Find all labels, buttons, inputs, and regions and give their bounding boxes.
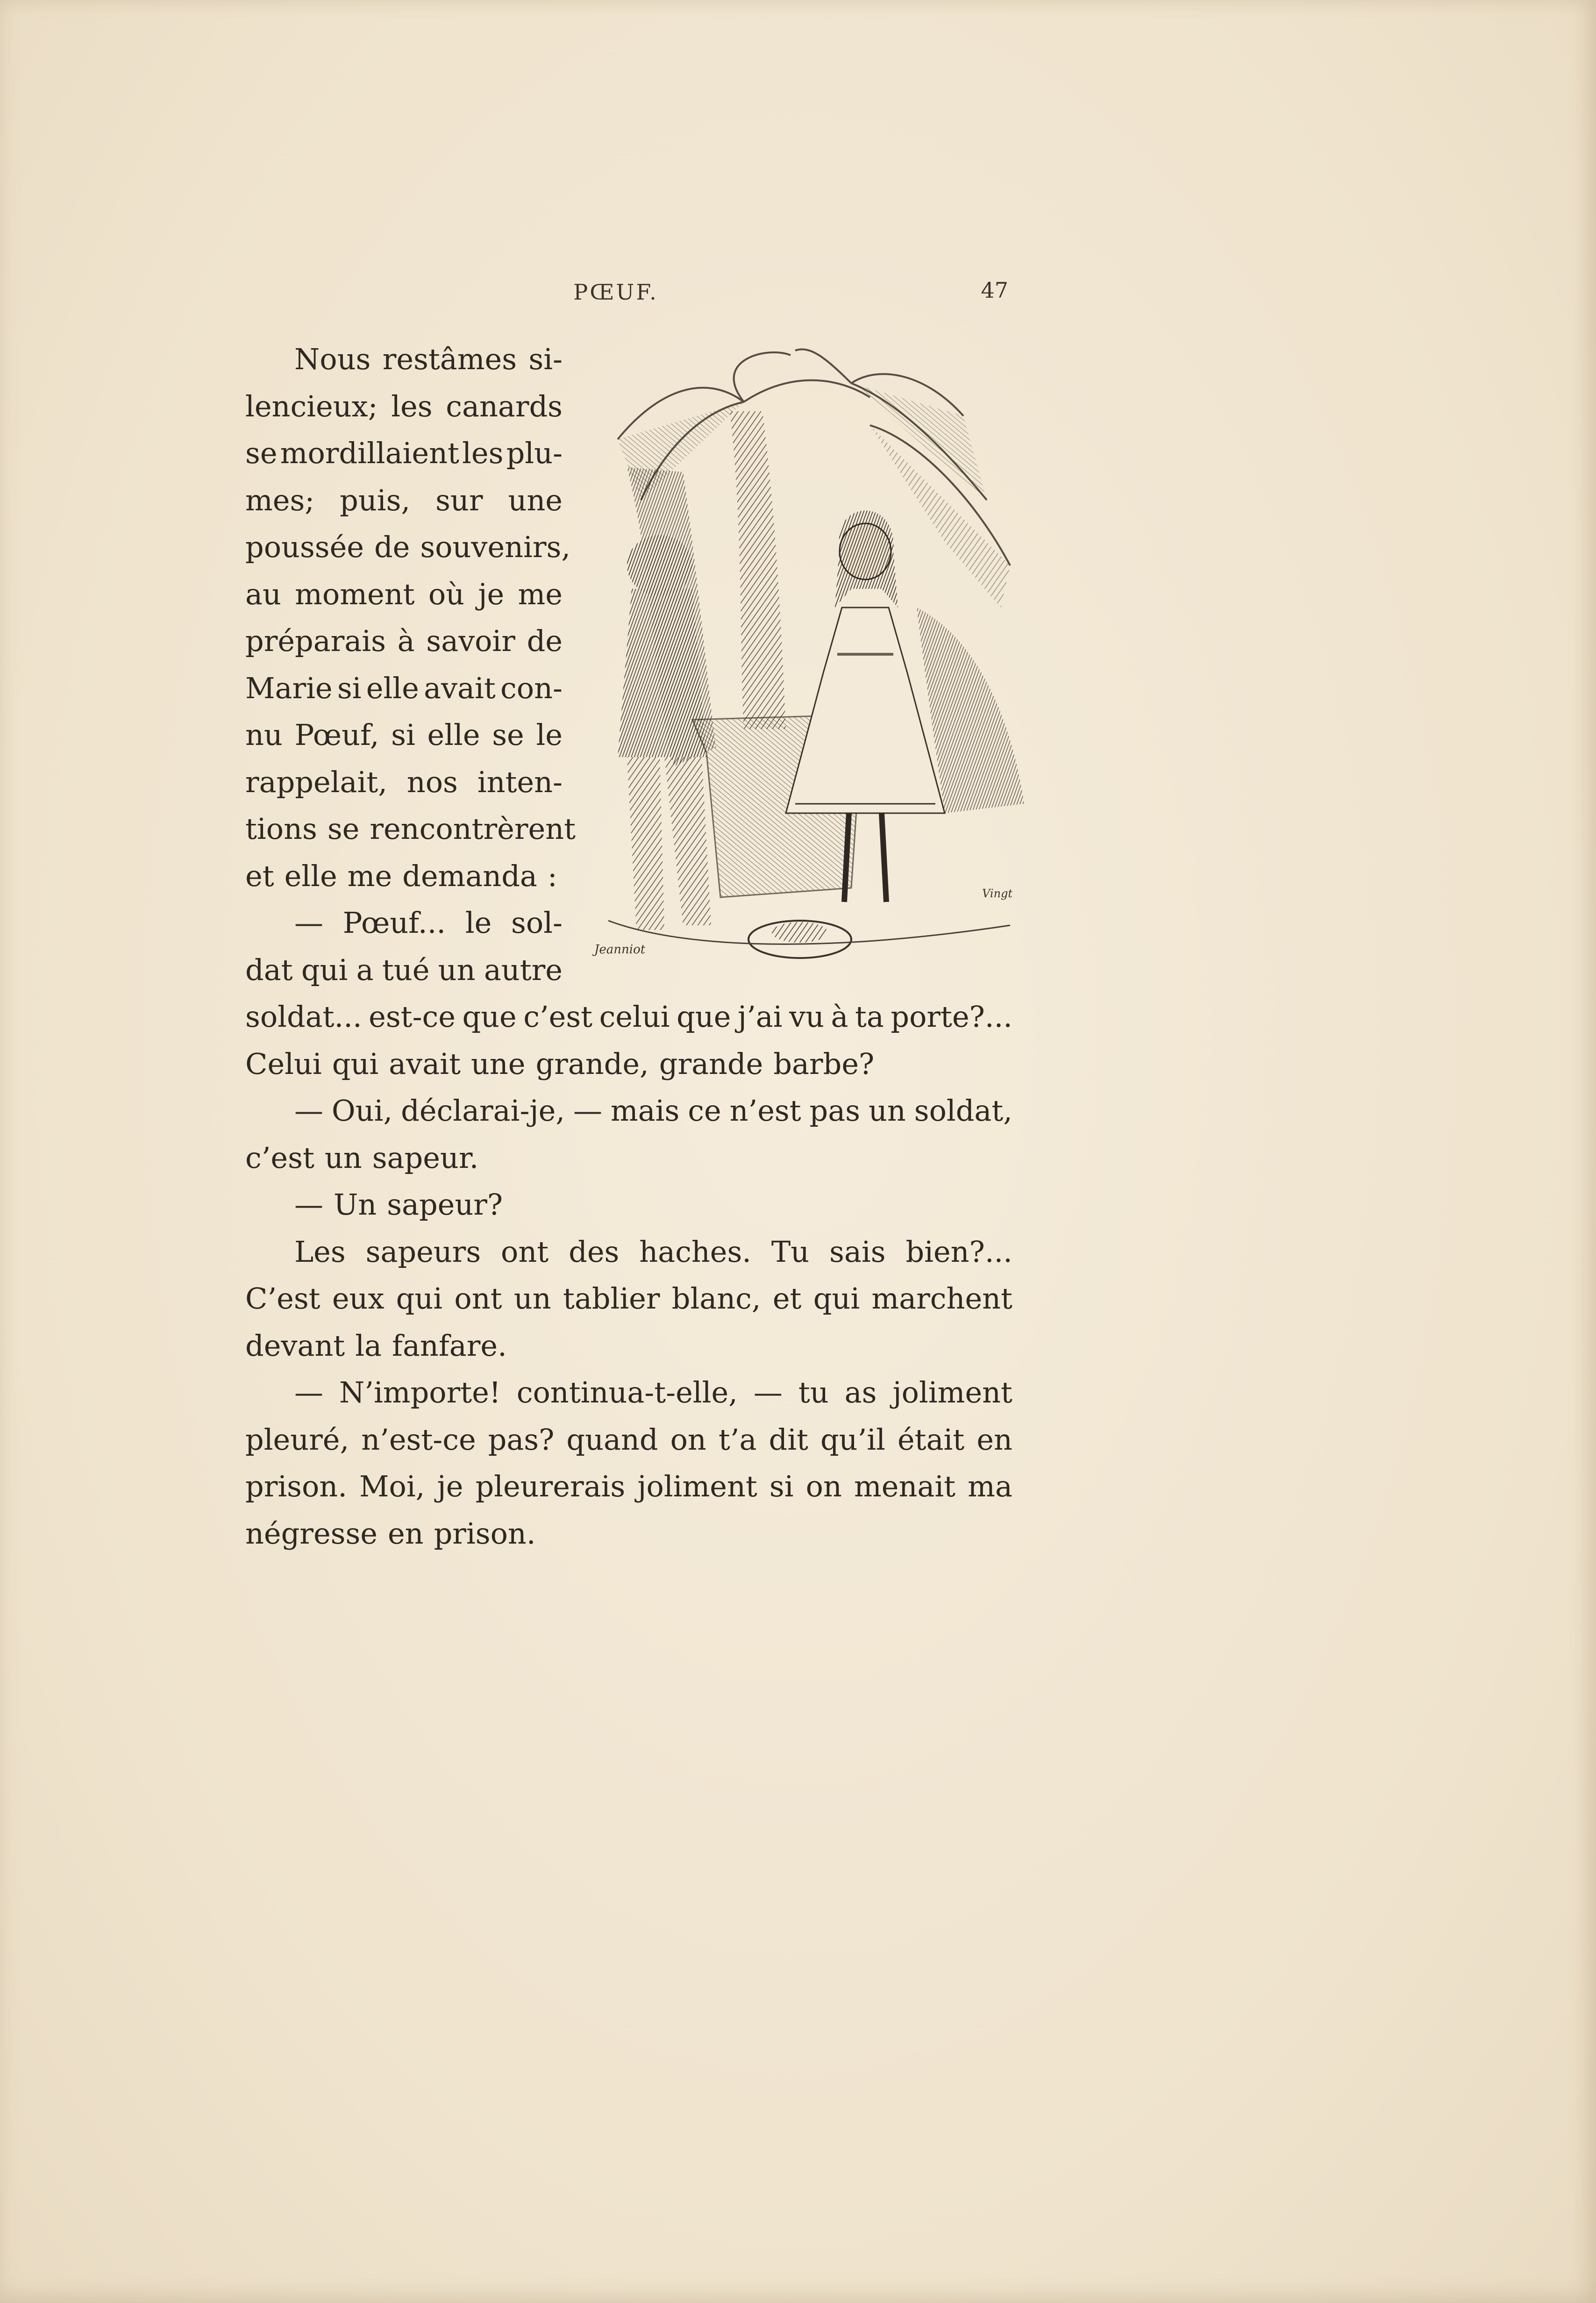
text-word: j’ai (737, 1000, 783, 1034)
text-word: les (462, 436, 504, 470)
illustration-signature-right: Vingt (982, 887, 1013, 900)
text-word: restâmes (382, 342, 517, 376)
engraving-boy-and-girl-under-palms-icon (590, 346, 1038, 967)
text-word: dat (245, 952, 293, 987)
text-word: Oui, (331, 1094, 393, 1128)
text-word: moment (295, 577, 415, 611)
text-word: je (437, 1469, 463, 1503)
text-line (245, 1328, 1012, 1363)
text-word: sais (829, 1234, 886, 1269)
text-line (245, 389, 563, 423)
text-word: marchent (871, 1281, 1012, 1316)
text-word: rappelait, (245, 765, 387, 799)
text-line (245, 624, 563, 658)
text-word: en (976, 1422, 1012, 1457)
text-word: mes; (245, 483, 315, 517)
text-word: de (374, 530, 410, 564)
text-word: le (465, 906, 492, 940)
text-word: qui (301, 952, 348, 987)
text-word: pas (809, 1094, 861, 1128)
running-title: PŒUF. (573, 279, 658, 305)
text-word: la (355, 1328, 382, 1363)
text-word: continua-t-elle, (516, 1375, 738, 1409)
text-line (294, 906, 563, 940)
text-word: nos (406, 765, 458, 799)
text-line (294, 1234, 1012, 1269)
text-word: à (831, 1000, 848, 1034)
text-word: Tu (771, 1234, 810, 1269)
text-line (245, 765, 563, 799)
text-word: a (356, 952, 374, 987)
text-word: un (324, 1140, 362, 1175)
text-word: était (897, 1422, 965, 1457)
text-word: Nous (294, 342, 371, 376)
text-word: rencontrèrent (370, 812, 576, 846)
text-word: à (397, 624, 415, 658)
text-word: savoir (426, 624, 515, 658)
text-word: puis, (340, 483, 411, 517)
text-word: canards (446, 389, 563, 423)
text-word: qu’il (820, 1422, 885, 1457)
text-word: tions (245, 812, 317, 846)
text-word: un (438, 952, 476, 987)
text-word: eux (332, 1281, 385, 1316)
text-line (245, 718, 563, 752)
text-word: se (492, 718, 524, 752)
text-word: sapeurs (365, 1234, 481, 1269)
text-word: elle (366, 671, 419, 705)
text-word: si (769, 1469, 794, 1503)
text-word: un (513, 1281, 551, 1316)
text-word: joliment (637, 1469, 757, 1503)
text-line (245, 671, 563, 705)
text-line (245, 1000, 1012, 1034)
text-word: une (508, 483, 563, 517)
text-word: déclarai-je, (401, 1094, 565, 1128)
text-word: souvenirs, (420, 530, 571, 564)
text-line (245, 1281, 1012, 1316)
text-word: lencieux; (245, 389, 378, 423)
text-word: de (527, 624, 563, 658)
text-word: le (536, 718, 563, 752)
text-word: se (245, 436, 278, 470)
text-word: quand (566, 1422, 658, 1457)
text-word: ta (855, 1000, 884, 1034)
text-word: grande (659, 1046, 763, 1081)
text-word: n’est-ce (361, 1422, 476, 1457)
text-word: C’est (245, 1281, 321, 1316)
text-word: je (478, 577, 505, 611)
text-line (245, 1046, 1012, 1081)
text-word: nu (245, 718, 283, 752)
text-word: si- (528, 342, 563, 376)
text-word: se (327, 812, 360, 846)
text-word: elle (284, 858, 337, 893)
text-line (245, 1469, 1012, 1503)
text-word: c’est (523, 1000, 593, 1034)
text-word: si (391, 718, 415, 752)
text-word: Pœuf, (294, 718, 379, 752)
text-word: soldat... (245, 1000, 362, 1034)
text-word: haches. (639, 1234, 752, 1269)
text-word: poussée (245, 530, 364, 564)
illustration (590, 346, 1038, 967)
text-word: grande, (535, 1046, 649, 1081)
text-word: Pœuf... (342, 906, 446, 940)
text-word: on (670, 1422, 706, 1457)
text-word: fanfare. (392, 1328, 507, 1363)
text-word: si (337, 671, 362, 705)
text-word: au (245, 577, 281, 611)
text-word: — (753, 1375, 783, 1409)
text-word: tu (798, 1375, 829, 1409)
text-word: elle (427, 718, 480, 752)
text-word: est-ce (369, 1000, 456, 1034)
text-word: avait (389, 1046, 461, 1081)
text-word: blanc, (671, 1281, 761, 1316)
text-word: où (428, 577, 465, 611)
text-word: prison. (434, 1516, 536, 1551)
text-word: Moi, (359, 1469, 425, 1503)
text-word: — (294, 1375, 323, 1409)
text-word: et (245, 858, 274, 893)
text-word: Les (294, 1234, 346, 1269)
text-word: Un (334, 1187, 377, 1222)
text-word: mais (610, 1094, 680, 1128)
text-word: pleuré, (245, 1422, 349, 1457)
text-word: — (573, 1094, 602, 1128)
text-word: qui (396, 1281, 443, 1316)
text-line (245, 1516, 1012, 1551)
text-line (245, 812, 576, 846)
text-word: celui (599, 1000, 670, 1034)
text-line (294, 342, 563, 376)
text-word: sur (435, 483, 483, 517)
text-line (245, 858, 563, 893)
text-line (294, 1094, 1012, 1128)
text-word: as (844, 1375, 877, 1409)
text-word: ce (688, 1094, 721, 1128)
text-word: demanda (402, 858, 537, 893)
text-word: soldat, (914, 1094, 1012, 1128)
text-word: plu- (506, 436, 563, 470)
text-word: inten- (477, 765, 563, 799)
text-word: on (805, 1469, 842, 1503)
text-line (245, 1140, 1012, 1175)
text-word: Marie (245, 671, 333, 705)
text-word: prison. (245, 1469, 347, 1503)
text-line (245, 530, 571, 564)
text-word: pleurerais (475, 1469, 626, 1503)
text-word: me (518, 577, 563, 611)
text-word: une (470, 1046, 526, 1081)
text-word: vu (789, 1000, 825, 1034)
text-word: bien?... (905, 1234, 1012, 1269)
text-word: : (547, 858, 557, 893)
text-word: tablier (563, 1281, 660, 1316)
text-word: t’a (718, 1422, 757, 1457)
text-word: pas? (488, 1422, 555, 1457)
text-word: un (868, 1094, 906, 1128)
text-word: sapeur. (372, 1140, 479, 1175)
text-word: des (569, 1234, 620, 1269)
text-word: négresse (245, 1516, 378, 1551)
text-word: c’est (245, 1140, 314, 1175)
text-word: ma (968, 1469, 1012, 1503)
text-word: Celui (245, 1046, 322, 1081)
text-line (245, 483, 563, 517)
text-word: en (387, 1516, 424, 1551)
illustration-signature-left: Jeanniot (594, 943, 646, 957)
text-word: mordillaient (280, 436, 459, 470)
text-word: que (677, 1000, 731, 1034)
text-word: — (294, 1187, 323, 1222)
text-word: menait (854, 1469, 956, 1503)
text-line (294, 1375, 1012, 1409)
text-word: autre (484, 952, 563, 987)
text-word: devant (245, 1328, 345, 1363)
text-word: ont (501, 1234, 549, 1269)
text-word: sol- (511, 906, 563, 940)
page-number: 47 (981, 278, 1008, 303)
text-word: — (294, 906, 323, 940)
text-line (245, 1422, 1012, 1457)
text-word: joliment (892, 1375, 1012, 1409)
text-word: porte?... (891, 1000, 1012, 1034)
text-word: que (462, 1000, 517, 1034)
text-word: préparais (245, 624, 386, 658)
text-word: con- (500, 671, 563, 705)
text-line (294, 1187, 1012, 1222)
text-word: N’importe! (339, 1375, 501, 1409)
text-word: tué (382, 952, 430, 987)
text-word: — (294, 1094, 323, 1128)
text-word: qui (813, 1281, 860, 1316)
text-word: les (391, 389, 433, 423)
text-word: qui (332, 1046, 379, 1081)
text-word: barbe? (773, 1046, 875, 1081)
text-line (245, 577, 563, 611)
text-word: n’est (729, 1094, 801, 1128)
text-line (245, 436, 563, 470)
text-word: sapeur? (387, 1187, 503, 1222)
text-word: dit (769, 1422, 808, 1457)
text-word: ont (454, 1281, 502, 1316)
text-word: me (347, 858, 392, 893)
text-line (245, 952, 563, 987)
text-word: et (772, 1281, 802, 1316)
text-word: avait (424, 671, 496, 705)
